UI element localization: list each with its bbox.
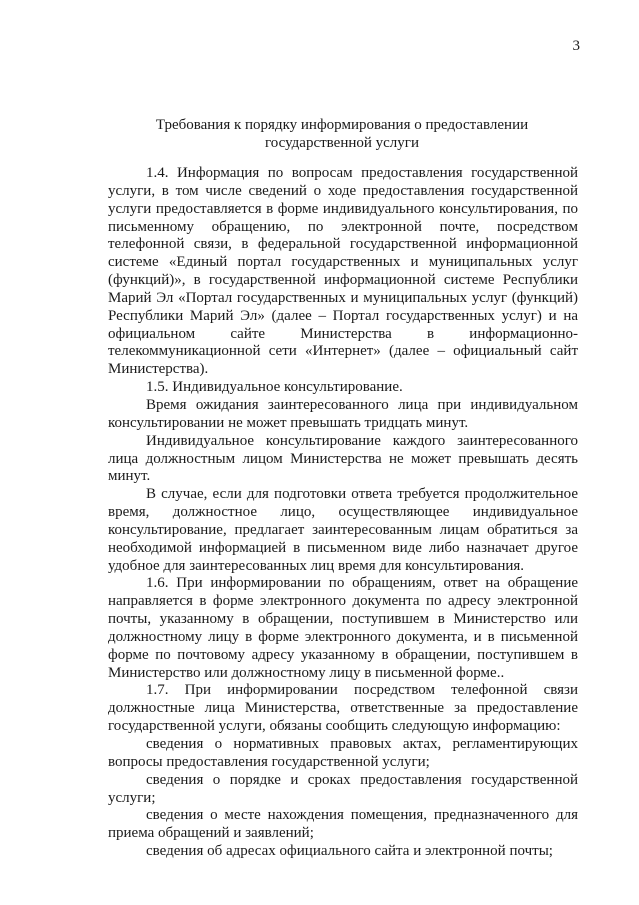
paragraph-1-4: 1.4. Информация по вопросам предоставления государственной услуги, в том числе сведений о ходе предоставления государственной услуги предоставляется в форме индивидуального консультирования, по письменному обращению, по электронной почте, посредством телефонной связи, в федеральной государственной информационной системе «Единый портал государственных и муниципальных услуг (функций)», в государственной информационной системе Республики Марий Эл «Портал государственных и муниципальных услуг (функций) Республики Марий Эл» (далее – Портал государственных услуг) и на официальном сайте Министерства в информационно-телекоммуникационной сети «Интернет» (далее – официальный сайт Министерства). — [108, 165, 578, 378]
paragraph-long-answer: В случае, если для подготовки ответа требуется продолжительное время, должностное лицо, осуществляющее индивидуальное консультирование, предлагает заинтересованным лицам обратиться за необходимой информацией в письменном виде либо назначает другое удобное для заинтересованных лиц время для консультирования. — [108, 486, 578, 574]
section-title — [108, 116, 576, 152]
body-text — [108, 165, 578, 861]
list-item-legal-acts: сведения о нормативных правовых актах, регламентирующих вопросы предоставления государственной услуги; — [108, 736, 578, 770]
paragraph-1-5: 1.5. Индивидуальное консультирование. — [146, 379, 403, 396]
list-item-procedure-terms: сведения о порядке и сроках предоставления государственной услуги; — [108, 771, 578, 806]
page-number: 3 — [572, 38, 580, 54]
section-title-line-1: Требования к порядку информирования о предоставлении — [155, 117, 529, 133]
list-item-website-email: сведения об адресах официального сайта и электронной почты; — [146, 843, 553, 860]
paragraph-consultation-duration: Индивидуальное консультирование каждого заинтересованного лица должностным лицом Министерства не может превышать десять минут. — [108, 432, 578, 485]
paragraph-waiting-time: Время ожидания заинтересованного лица при индивидуальном консультировании не может превышать тридцать минут. — [108, 396, 578, 431]
paragraph-1-7: 1.7. При информировании посредством телефонной связи должностные лица Министерства, ответственные за предоставление государственной услуги, обязаны сообщить следующую информацию: — [108, 682, 578, 735]
list-item-premises-location: сведения о месте нахождения помещения, предназначенного для приема обращений и заявлений; — [108, 807, 578, 842]
section-title-line-2: государственной услуги — [265, 135, 419, 151]
paragraph-1-6: 1.6. При информировании по обращениям, ответ на обращение направляется в форме электронного документа по адресу электронной почты, указанному в обращении, поступившем в Министерство или должностному лицу в форме электронного документа, и в письменной форме по почтовому адресу указанному в обращении, поступившем в Министерство или должностному лицу в письменной форме.. — [108, 575, 578, 681]
